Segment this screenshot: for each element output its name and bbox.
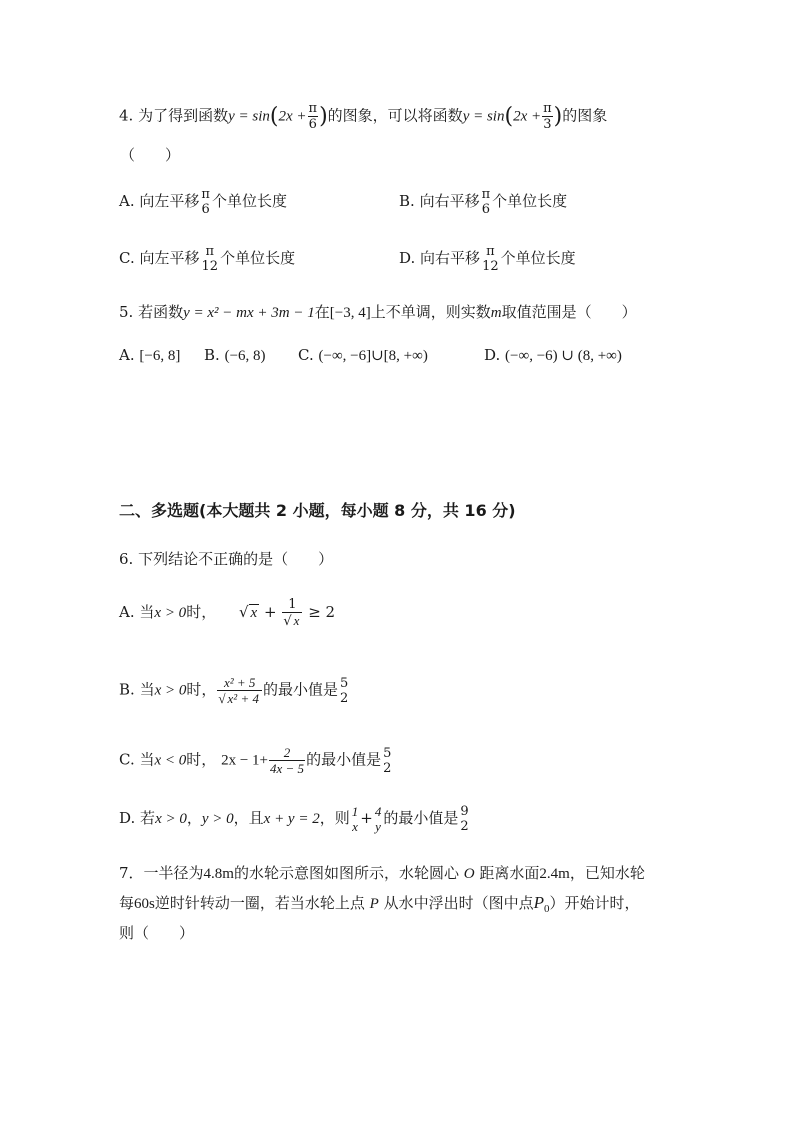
q4-number: 4. — [119, 106, 134, 125]
q7-line-3: 则（ ） — [119, 924, 195, 942]
q6-option-c[interactable]: C. 当x < 0时， 2x − 1+ $\frac{2}{4x - 5}$ 的最小值是 5 2 — [119, 745, 392, 776]
q6-optC-frac: $\frac{2}{4x - 5}$ — [270, 745, 305, 776]
q6-optC-expression: 2x − 1+ — [221, 752, 269, 769]
q5-option-d[interactable]: D. (−∞, −6) ∪ (8, +∞) — [484, 346, 622, 364]
q6-option-b[interactable]: B. 当x > 0时， $\frac{\text{x² + 5}}{\text{√ x² + 4}}$ 的最小值是 5 2 — [119, 675, 349, 706]
q4-optB-frac: π 6 — [481, 187, 491, 217]
q6-option-d[interactable]: D. 若x > 0，y > 0，且x + y = 2，则 1 x + 4 y 的最小值是 9 2 — [119, 804, 469, 834]
q4-option-c[interactable]: C. 向左平移 π 12 个单位长度 — [119, 244, 296, 274]
q4-func1-lhs: y = sin — [228, 108, 270, 125]
q6-optB-value: 5 2 — [340, 675, 349, 706]
q4-func1-arg: 2x + — [278, 108, 307, 125]
q6-optA-expression: √ x + $\frac{1}{√ x}$ ≥ 2 — [238, 597, 336, 629]
section-2-heading: 二、多选题(本大题共 2 小题，每小题 8 分，共 16 分) — [119, 501, 516, 520]
q5-option-c[interactable]: C. (−∞, −6]∪[8, +∞) — [298, 346, 428, 364]
q4-stem: 4. 为了得到函数y = sin(2x + $\frac{\pi}{6}$ )的图象，可以将函数y = sin(2x + $\frac{\pi}{3}$ )的图象 — [119, 101, 608, 132]
q4-optC-frac: π 12 — [201, 244, 219, 274]
q6-optD-value: 9 2 — [460, 804, 469, 834]
q5-interval: [−3, 4] — [329, 305, 371, 321]
q4-func2-arg: 2x + — [513, 108, 542, 125]
q6-optD-frac1: 1 x — [351, 804, 359, 834]
q4-optA-frac: π 6 — [201, 187, 210, 217]
q4-func2-lhs: y = sin — [462, 108, 505, 125]
q4-optD-frac: π 12 — [482, 244, 499, 274]
q4-option-b[interactable]: B. 向右平移 π 6 个单位长度 — [399, 187, 568, 217]
q4-answer-paren: （ ） — [120, 146, 181, 164]
q4-text-3: 的图象 — [562, 106, 608, 125]
q6-number: 6. — [119, 550, 134, 568]
q5-function: y = x² − mx + 3m − 1 — [183, 305, 315, 321]
q4-func2-frac: $\frac{\pi}{3}$ — [543, 101, 552, 132]
q5-number: 5. — [119, 303, 134, 321]
q6-optC-value: 5 2 — [383, 745, 392, 776]
q5-variable: m — [490, 305, 502, 321]
q6-optD-frac2: 4 y — [374, 804, 382, 834]
q5-option-b[interactable]: B. (−6, 8) — [204, 346, 266, 364]
q6-option-a[interactable]: A. 当x > 0时， √ x + $\frac{1}{√ x}$ ≥ 2 — [119, 597, 336, 629]
q4-func1-frac: $\frac{\pi}{6}$ — [308, 101, 318, 132]
q7-line-1: 7．一半径为4.8m的水轮示意图如图所示，水轮圆心 O 距离水面2.4m，已知水轮 — [119, 864, 645, 882]
q4-text-2: 的图象，可以将函数 — [327, 106, 463, 125]
q6-stem: 6. 下列结论不正确的是（ ） — [119, 550, 334, 568]
q4-option-a[interactable]: A. 向左平移 π 6 个单位长度 — [119, 187, 287, 217]
q4-option-d[interactable]: D. 向右平移 π 12 个单位长度 — [399, 244, 576, 274]
q6-optB-expression: $\frac{\text{x² + 5}}{\text{√ x² + 4}}$ — [217, 676, 262, 705]
q7-line-2: 每60s逆时针转动一圈，若当水轮上点 P 从水中浮出时（图中点$P_0$）开始计时， — [119, 893, 640, 915]
q5-stem: 5. 若函数y = x² − mx + 3m − 1在[−3, 4]上不单调，则实数m取值范围是（ ） — [119, 303, 637, 321]
q4-text-1: 为了得到函数 — [138, 106, 229, 125]
q5-option-a[interactable]: A. [−6, 8] — [119, 346, 181, 364]
